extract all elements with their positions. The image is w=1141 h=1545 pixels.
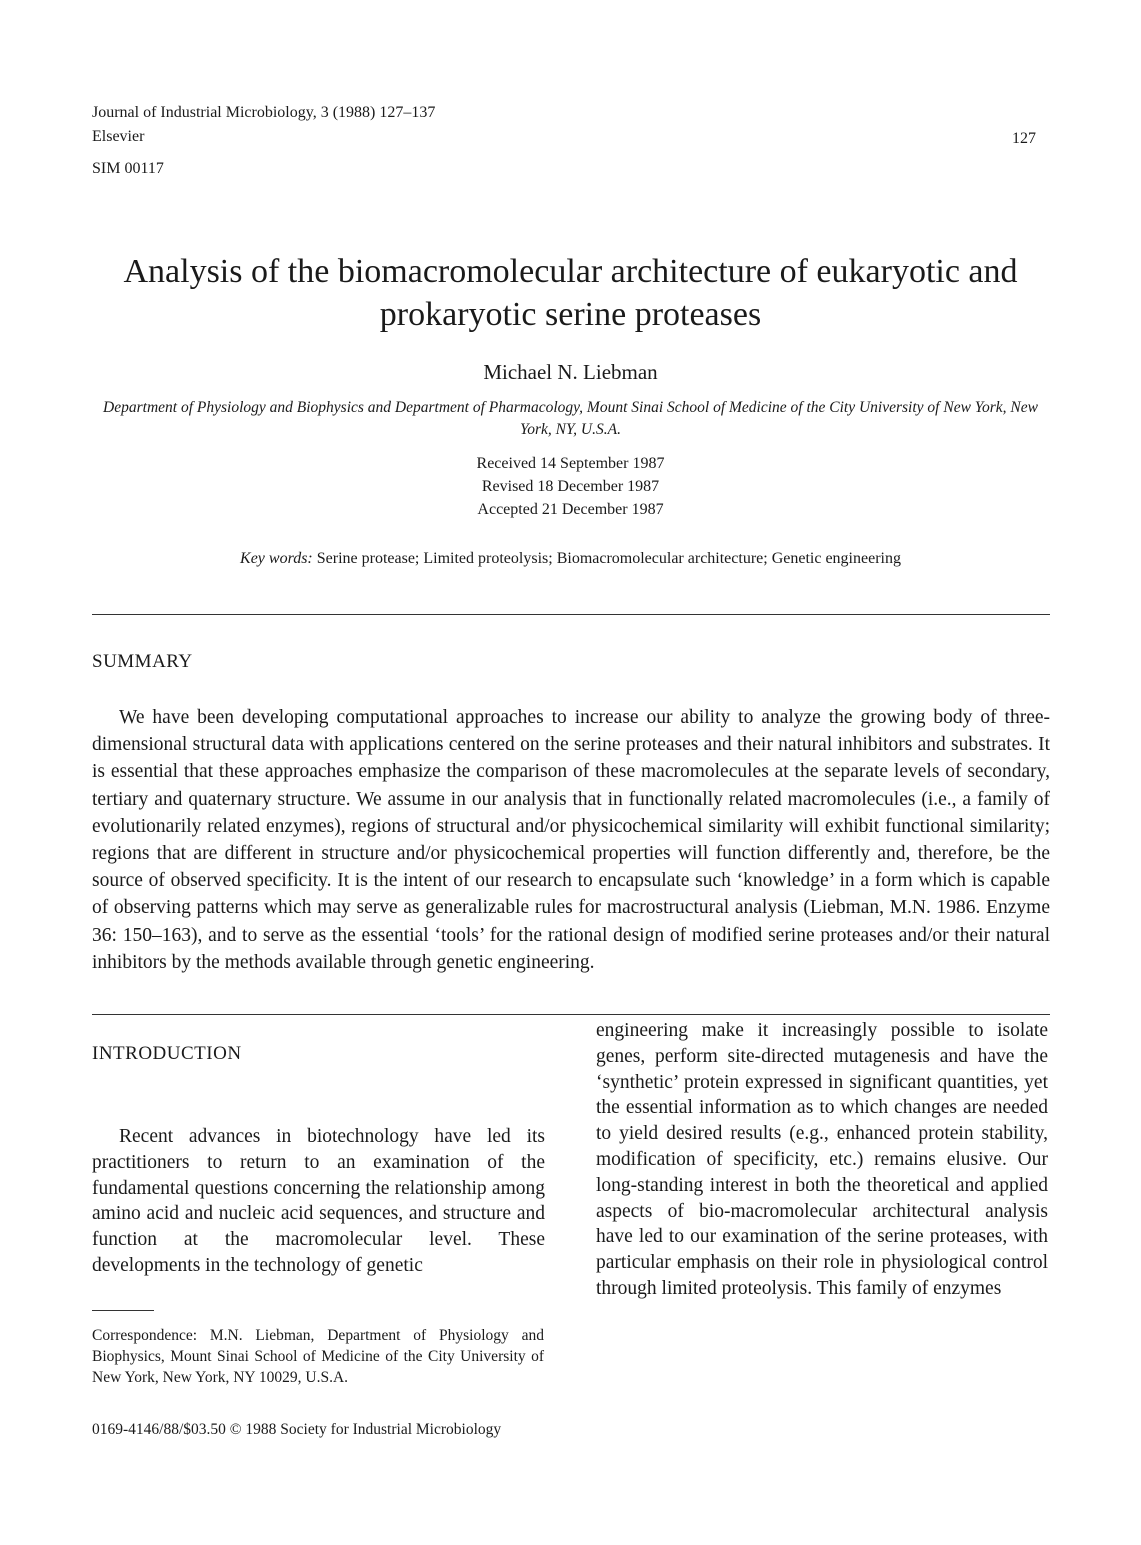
- publisher: Elsevier: [92, 128, 145, 145]
- summary-body: [92, 704, 1050, 976]
- summary-paragraph: We have been developing computational approaches to increase our ability to analyze the growing body of three-dimensional structural data with applications centered on the serine proteases and their natural inhibitors and substrates. It is essential that these approaches emphasize the comparison of these macromolecules at the separate levels of secondary, tertiary and quaternary structure. We assume in our analysis that in functionally related macromolecules (i.e., a family of evolutionarily related enzymes), regions of structural and/or physicochemical similarity will exhibit functional similarity; regions that are different in structure and/or physicochemical properties will function differently and, therefore, be the source of observed specificity. It is the intent of our research to encapsulate such ‘knowledge’ in a form which is capable of observing patterns which may serve as generalizable rules for macrostructural analysis (Liebman, M.N. 1986. Enzyme 36: 150–163), and to serve as the essential ‘tools’ for the rational design of modified serine proteases and/or their natural inhibitors by the methods available through genetic engineering.: [92, 707, 1050, 973]
- footnote-rule: [92, 1310, 154, 1311]
- accepted-date: Accepted 21 December 1987: [477, 501, 664, 518]
- page-number: 127: [1012, 130, 1036, 147]
- introduction-left-column: Recent advances in biotechnology have led its practitioners to return to an examination of the fundamental questions concerning the relationship among amino acid and nucleic acid sequences, and structure and function at the macromolecular level. These developments in the technology of genetic: [92, 1126, 545, 1276]
- introduction-heading: INTRODUCTION: [92, 1043, 242, 1064]
- article-dates: [0, 452, 1141, 521]
- article-code: SIM 00117: [92, 160, 164, 177]
- summary-heading: SUMMARY: [92, 651, 193, 672]
- revised-date: Revised 18 December 1987: [481, 478, 660, 495]
- summary-bottom-rule: [92, 1014, 1050, 1015]
- author-affiliation: Department of Physiology and Biophysics and Department of Pharmacology, Mount Sinai School of Medicine of the City University of New York, New York, NY, U.S.A.: [103, 399, 1038, 438]
- author-name: Michael N. Liebman: [483, 360, 658, 384]
- correspondence-footnote: Correspondence: M.N. Liebman, Department of Physiology and Biophysics, Mount Sinai School of Medicine of the City University of New York, New York, NY 10029, U.S.A.: [92, 1327, 544, 1386]
- keywords-list: Serine protease; Limited proteolysis; Biomacromolecular architecture; Genetic engineering: [316, 550, 901, 567]
- keywords: [0, 550, 1141, 568]
- copyright-line: 0169-4146/88/$03.50 © 1988 Society for Industrial Microbiology: [92, 1421, 502, 1438]
- introduction-right-column: engineering make it increasingly possible to isolate genes, perform site-directed mutagenesis and have the ‘synthetic’ protein expressed in significant quantities, yet the essential information as to which changes are needed to yield desired results (e.g., enhanced protein stability, modification of specificity, etc.) remains elusive. Our long-standing interest in both the theoretical and applied aspects of bio-macromolecular architectural analysis have led to our examination of the serine proteases, with particular emphasis on their role in physiological control through limited proteolysis. This family of enzymes: [596, 1020, 1048, 1299]
- article-title: Analysis of the biomacromolecular architecture of eukaryotic and prokaryotic serine proteases: [123, 253, 1018, 333]
- received-date: Received 14 September 1987: [476, 455, 665, 472]
- summary-top-rule: [92, 614, 1050, 615]
- journal-citation: Journal of Industrial Microbiology, 3 (1988) 127–137: [92, 104, 436, 121]
- keywords-label: Key words:: [240, 550, 313, 567]
